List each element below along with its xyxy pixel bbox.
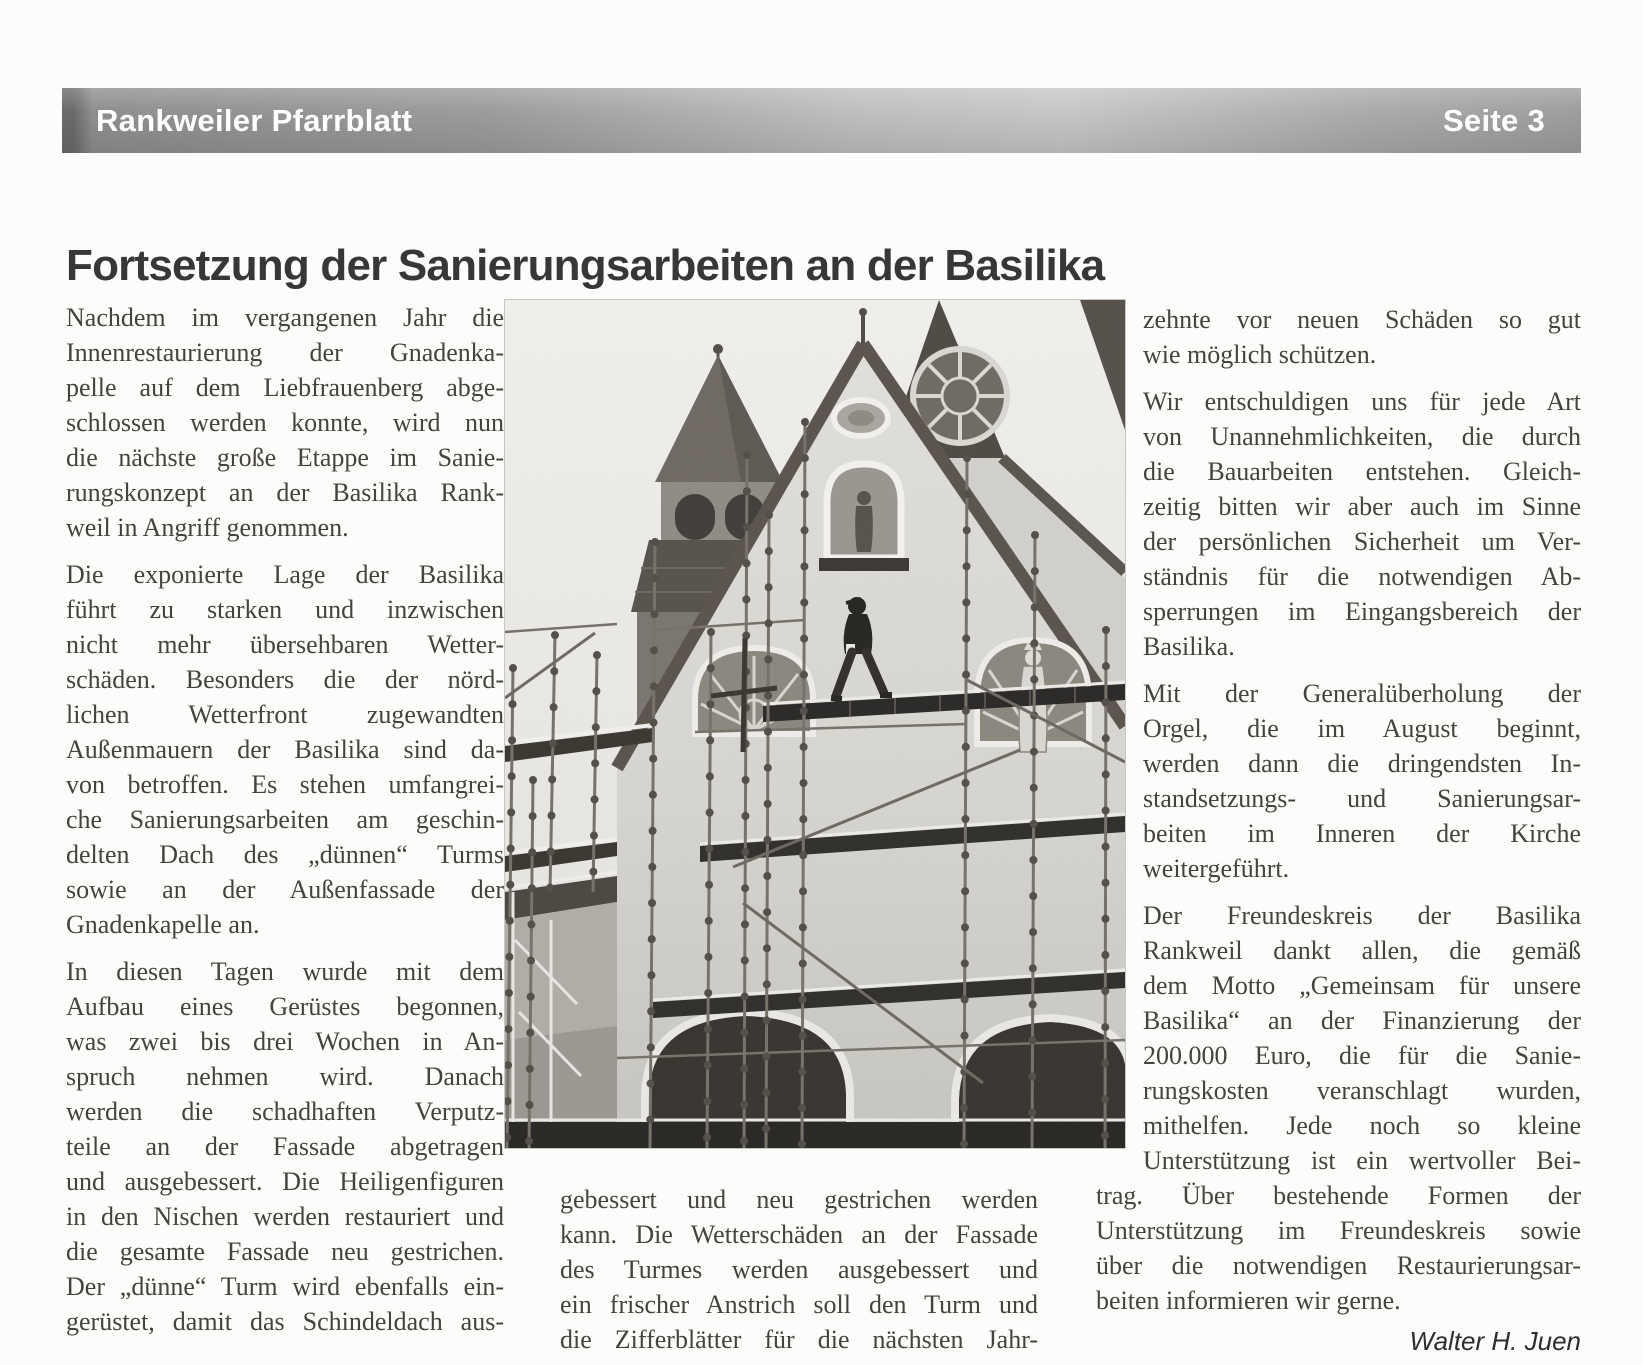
masthead-page-number: Seite 3 [1442,102,1545,138]
text-line: von betroffen. Es stehen umfangrei- [66,770,504,799]
text-line: des Turmes werden ausgebessert und [560,1255,1038,1284]
text-line: rungskonzept an der Basilika Rank- [66,478,504,507]
text-line: Unterstützung ist ein wertvoller Bei- [1143,1146,1581,1175]
text-line: Innenrestaurierung der Gnadenka- [66,338,504,367]
text-line: die Bauarbeiten entstehen. Gleich- [1143,457,1581,486]
text-line: spruch nehmen wird. Danach [66,1062,504,1091]
text-line: ein frischer Anstrich soll den Turm und [560,1290,1038,1319]
paragraph [1143,384,1581,664]
paragraph [66,300,504,545]
masthead-title: Rankweiler Pfarrblatt [96,102,413,138]
text-line: über die notwendigen Restaurierungsar- [1096,1251,1581,1280]
text-line: nicht mehr übersehbaren Wetter- [66,630,504,659]
article-photo-illustration [505,300,1125,1148]
text-line: Außenmauern der Basilika sind da- [66,735,504,764]
text-line: führt zu starken und inzwischen [66,595,504,624]
text-line: beiten im Inneren der Kirche [1143,819,1581,848]
paragraph [1143,898,1581,1178]
text-line: beiten informieren wir gerne. [1096,1286,1401,1315]
text-line: Unterstützung im Freundeskreis sowie [1096,1216,1581,1245]
text-line: ständnis für die notwendigen Ab- [1143,562,1581,591]
paragraph [66,557,504,942]
article-column-middle [560,1182,1038,1365]
text-line: Gnadenkapelle an. [66,910,260,939]
paragraph [66,954,504,1339]
text-line: che Sanierungsarbeiten am geschin- [66,805,504,834]
text-line: die Zifferblätter für die nächsten Jahr- [560,1325,1038,1354]
text-line: Der Freundeskreis der Basilika [1143,901,1581,930]
text-line: schäden. Besonders die der nörd- [66,665,504,694]
text-line: Der „dünne“ Turm wird ebenfalls ein- [66,1272,504,1301]
text-line: was zwei bis drei Wochen in An- [66,1027,504,1056]
text-line: Basilika“ an der Finanzierung der [1143,1006,1581,1035]
article-column-left [66,300,504,1351]
text-line: pelle auf dem Liebfrauenberg abge- [66,373,504,402]
text-line: In diesen Tagen wurde mit dem [66,957,504,986]
article-column-right-continued [1096,1178,1581,1330]
article-headline: Fortsetzung der Sanierungsarbeiten an der Basilika [66,241,1105,291]
article-byline: Walter H. Juen [1409,1326,1581,1356]
paragraph [1143,302,1581,372]
text-line: gebessert und neu gestrichen werden [560,1185,1038,1214]
text-line: wie möglich schützen. [1143,340,1377,369]
text-line: sperrungen im Eingangsbereich der [1143,597,1581,626]
text-line: zeitig bitten wir aber auch im Sinne [1143,492,1581,521]
article-photo [505,300,1125,1148]
text-line: teile an der Fassade abgetragen [66,1132,504,1161]
paragraph [1143,676,1581,886]
text-line: dem Motto „Gemeinsam für unsere [1143,971,1581,1000]
text-line: delten Dach des „dünnen“ Turms [66,840,504,869]
text-line: schlossen werden konnte, wird nun [66,408,504,437]
text-line: in den Nischen werden restauriert und [66,1202,504,1231]
text-line: mithelfen. Jede noch so kleine [1143,1111,1581,1140]
paragraph [1096,1178,1581,1318]
text-line: gerüstet, damit das Schindeldach aus- [66,1307,504,1336]
text-line: Mit der Generalüberholung der [1143,679,1581,708]
text-line: und ausgebessert. Die Heiligenfiguren [66,1167,504,1196]
text-line: Rankweil dankt allen, die gemäß [1143,936,1581,965]
text-line: Nachdem im vergangenen Jahr die [66,303,504,332]
text-line: Die exponierte Lage der Basilika [66,560,504,589]
text-line: rungskosten veranschlagt wurden, [1143,1076,1581,1105]
text-line: lichen Wetterfront zugewandten [66,700,504,729]
text-line: der persönlichen Sicherheit um Ver- [1143,527,1581,556]
text-line: die gesamte Fassade neu gestrichen. [66,1237,504,1266]
text-line: sowie an der Außenfassade der [66,875,504,904]
text-line: standsetzungs- und Sanierungsar- [1143,784,1581,813]
text-line: werden die schadhaften Verputz- [66,1097,504,1126]
text-line: weil in Angriff genommen. [66,513,349,542]
text-line: Orgel, die im August beginnt, [1143,714,1581,743]
text-line: Basilika. [1143,632,1235,661]
article-column-right [1143,302,1581,1190]
paragraph [560,1182,1038,1357]
text-line: die nächste große Etappe im Sanie- [66,443,504,472]
text-line: trag. Über bestehende Formen der [1096,1181,1581,1210]
text-line: Aufbau eines Gerüstes begonnen, [66,992,504,1021]
text-line: weitergeführt. [1143,854,1290,883]
text-line: werden dann die dringendsten In- [1143,749,1581,778]
masthead-bar [62,88,1581,153]
text-line: zehnte vor neuen Schäden so gut [1143,305,1581,334]
text-line: Wir entschuldigen uns für jede Art [1143,387,1581,416]
text-line: kann. Die Wetterschäden an der Fassade [560,1220,1038,1249]
text-line: von Unannehmlichkeiten, die durch [1143,422,1581,451]
text-line: 200.000 Euro, die für die Sanie- [1143,1041,1581,1070]
